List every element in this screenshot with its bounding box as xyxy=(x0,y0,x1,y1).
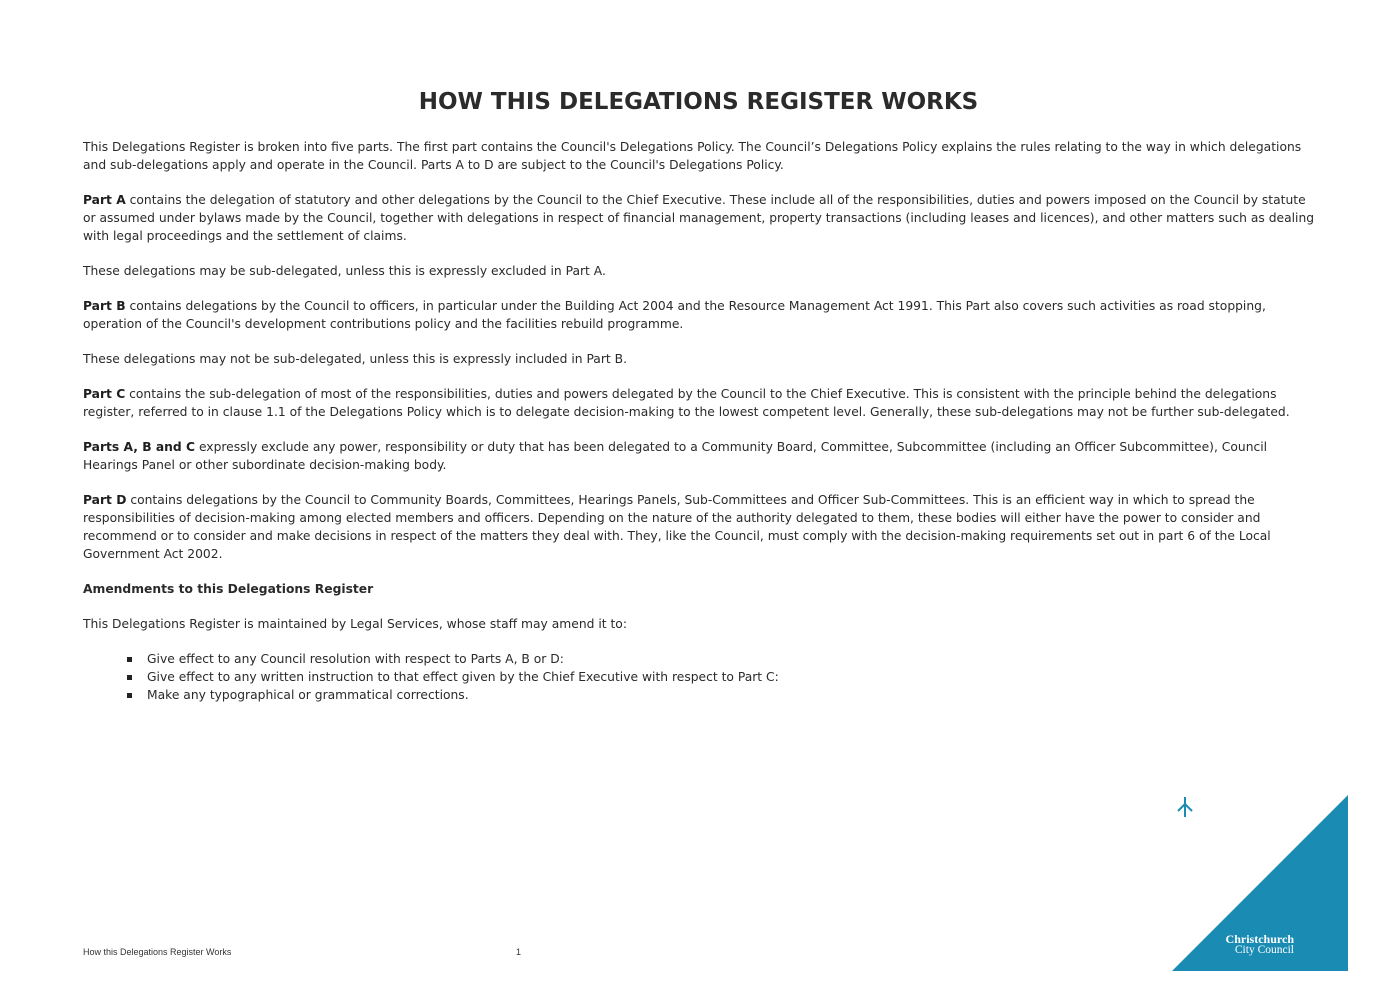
intro-paragraph: This Delegations Register is broken into five parts. The first part contains the Council's Delegations Policy. The Council’s Delegations Policy explains the rules relating to the way in which delegations and sub-delegations apply and operate in the Council. Parts A to D are subject to the Council's Delegations Policy. xyxy=(83,140,1302,172)
logo-text-line2: City Council xyxy=(1234,944,1294,956)
footer-page-number: 1 xyxy=(516,947,522,957)
part-d-paragraph xyxy=(83,491,1315,563)
logo-text-line1: Christchurch xyxy=(1225,932,1294,946)
footer-label: How this Delegations Register Works xyxy=(83,947,232,957)
part-b-note: These delegations may not be sub-delegated, unless this is expressly included in Part B. xyxy=(83,352,627,366)
part-a-label: Part A xyxy=(83,193,126,207)
page-title: HOW THIS DELEGATIONS REGISTER WORKS xyxy=(418,89,979,115)
part-b-paragraph xyxy=(83,297,1315,333)
amendments-list xyxy=(83,650,1315,704)
part-d-text: contains delegations by the Council to Community Boards, Committees, Hearings Panels, Sub-Committees and Officer Sub-Committees. This is an efficient way in which to spread the responsibilities of decision-making among elected members and officers. Depending on the nature of the authority delegated to them, these bodies will either have the power to consider and recommend or to consider and make decisions in respect of the matters they deal with. They, like the Council, must comply with the decision-making requirements set out in part 6 of the Local Government Act 2002. xyxy=(83,493,1271,561)
part-b-text: contains delegations by the Council to officers, in particular under the Building Act 2004 and the Resource Management Act 1991. This Part also covers such activities as road stopping, operation of the Council's development contributions policy and the facilities rebuild programme. xyxy=(83,299,1266,331)
cathedral-icon xyxy=(1172,795,1198,821)
amendments-heading: Amendments to this Delegations Register xyxy=(83,582,374,596)
part-c-label: Part C xyxy=(83,387,126,401)
part-d-label: Part D xyxy=(83,493,127,507)
list-item: Give effect to any Council resolution with respect to Parts A, B or D: xyxy=(123,650,1315,668)
part-a-paragraph xyxy=(83,191,1315,245)
part-a-text: contains the delegation of statutory and other delegations by the Council to the Chief Executive. These include all of the responsibilities, duties and powers imposed on the Council by statute or assumed under bylaws made by the Council, together with delegations in respect of financial management, property transactions (including leases and licences), and other matters such as dealing with legal proceedings and the settlement of claims. xyxy=(83,193,1315,243)
amendments-intro: This Delegations Register is maintained by Legal Services, whose staff may amend it to: xyxy=(83,617,627,631)
document-body xyxy=(83,138,1315,704)
list-item: Give effect to any written instruction to that effect given by the Chief Executive with respect to Part C: xyxy=(123,668,1315,686)
part-a-note: These delegations may be sub-delegated, unless this is expressly excluded in Part A. xyxy=(83,264,606,278)
part-b-label: Part B xyxy=(83,299,126,313)
parts-abc-text: expressly exclude any power, responsibility or duty that has been delegated to a Community Board, Committee, Subcommittee (including an Officer Subcommittee), Council Hearings Panel or other subordinate decision-making body. xyxy=(83,440,1268,472)
part-c-paragraph xyxy=(83,385,1315,421)
parts-abc-label: Parts A, B and C xyxy=(83,440,196,454)
list-item: Make any typographical or grammatical corrections. xyxy=(123,686,1315,704)
council-logo xyxy=(1172,795,1348,971)
parts-abc-paragraph xyxy=(83,438,1315,474)
part-c-text: contains the sub-delegation of most of the responsibilities, duties and powers delegated by the Council to the Chief Executive. This is consistent with the principle behind the delegations register, referred to in clause 1.1 of the Delegations Policy which is to delegate decision-making to the lowest competent level. Generally, these sub-delegations may not be further sub-delegated. xyxy=(83,387,1290,419)
